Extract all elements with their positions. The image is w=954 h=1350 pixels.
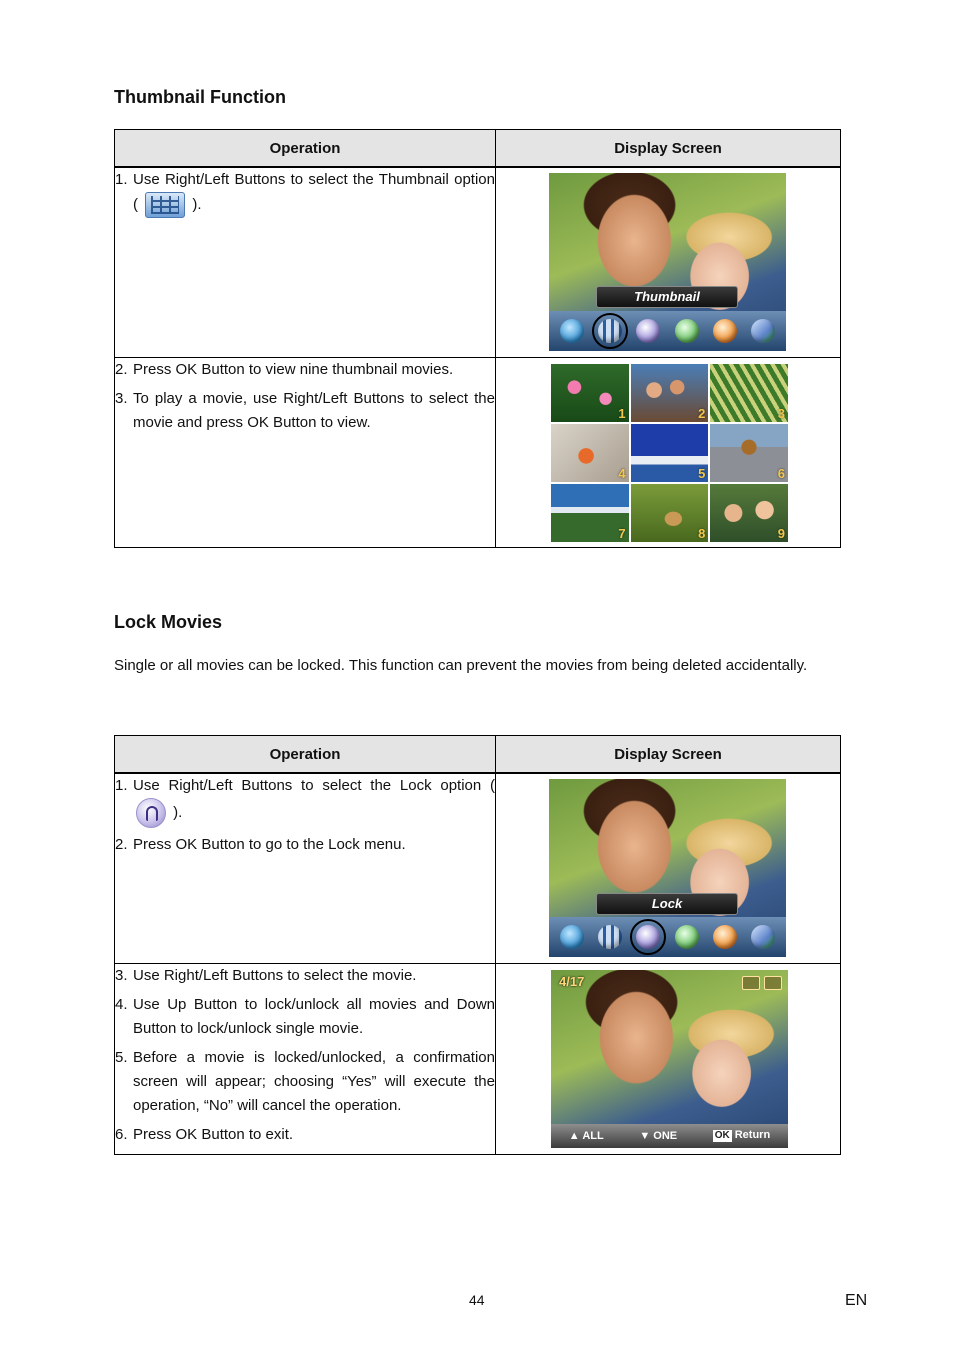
thumbnail-number: 7 <box>618 526 626 542</box>
step-number: 5. <box>115 1048 128 1066</box>
lock-menu-bar <box>551 1124 788 1148</box>
thumbnail-cell <box>631 364 709 422</box>
playback-icon <box>764 976 782 990</box>
col-display-screen: Display Screen <box>496 736 841 774</box>
thumbnail-cell <box>710 364 788 422</box>
page-number: 44 <box>469 1292 485 1308</box>
operation-cell <box>115 357 496 547</box>
col-display-screen: Display Screen <box>496 130 841 168</box>
thumbnail-cell <box>551 424 629 482</box>
display-cell <box>496 167 841 357</box>
delete-icon <box>560 319 584 343</box>
option-toolbar <box>549 917 786 957</box>
col-operation: Operation <box>115 736 496 774</box>
step-number: 3. <box>115 966 128 984</box>
option-toolbar <box>549 311 786 351</box>
step-item <box>115 833 495 857</box>
camera-screen-playback <box>551 970 788 1148</box>
table-row <box>115 773 841 963</box>
repeat-icon <box>713 319 737 343</box>
step-text: Use Right/Left Buttons to select the movie. <box>133 966 417 984</box>
timer-icon <box>675 319 699 343</box>
operation-cell <box>115 963 496 1154</box>
step-text: Use Right/Left Buttons to select the Lock option ( <box>133 777 495 794</box>
lock-one-hint: ▼ ONE <box>639 1129 678 1142</box>
thumbnail-cell <box>551 484 629 542</box>
table-row <box>115 357 841 547</box>
screen-option-label: Lock <box>596 893 738 915</box>
thumbnail-number: 8 <box>698 526 706 542</box>
display-cell <box>496 963 841 1154</box>
step-text: Press OK Button to go to the Lock menu. <box>133 836 406 853</box>
thumbnail-number: 4 <box>618 466 626 482</box>
lock-heading: Lock Movies <box>114 612 223 632</box>
lock-table <box>114 735 841 1155</box>
operation-cell <box>115 167 496 357</box>
table-row <box>115 167 841 357</box>
thumbnail-table <box>114 129 841 548</box>
step-text: Use Up Button to lock/unlock all movies and Down Button to lock/unlock single movie. <box>133 995 495 1037</box>
step-item <box>115 774 495 828</box>
lock-icon <box>636 925 660 949</box>
thumbnail-heading: Thumbnail Function <box>114 87 286 107</box>
step-number: 4. <box>115 995 128 1013</box>
step-item <box>115 358 495 382</box>
delete-icon <box>560 925 584 949</box>
screen-option-label: Thumbnail <box>596 286 738 308</box>
thumbnail-number: 6 <box>777 466 785 482</box>
step-text: Before a movie is locked/unlocked, a confirmation screen will appear; choosing “Yes” will execute the operation, “No” will cancel the operation. <box>133 1048 495 1114</box>
step-text: Use Right/Left Buttons to select the Thumbnail option ( <box>133 171 495 213</box>
step-item <box>115 1123 495 1147</box>
camera-screen-lock <box>549 779 786 957</box>
operation-cell <box>115 773 496 963</box>
thumbnail-icon <box>598 925 622 949</box>
exit-icon <box>751 925 775 949</box>
step-number: 6. <box>115 1125 128 1143</box>
thumbnail-option-icon <box>145 192 185 218</box>
lock-icon <box>636 319 660 343</box>
movie-counter: 4/17 <box>559 973 585 989</box>
step-item <box>115 964 495 988</box>
table-row <box>115 963 841 1154</box>
table-header-row <box>115 130 841 168</box>
thumbnail-cell <box>631 484 709 542</box>
step-text-end: ). <box>192 195 202 213</box>
thumbnail-number: 5 <box>698 466 706 482</box>
exit-icon <box>751 319 775 343</box>
thumbnail-icon <box>598 319 622 343</box>
thumbnail-cell <box>710 424 788 482</box>
col-operation: Operation <box>115 130 496 168</box>
thumbnail-number: 3 <box>777 405 785 421</box>
return-label: Return <box>734 1129 771 1141</box>
step-item <box>115 168 495 218</box>
repeat-icon <box>713 925 737 949</box>
movie-icon <box>742 976 760 990</box>
thumbnail-number: 9 <box>777 526 785 542</box>
step-number: 3. <box>115 389 128 407</box>
step-item <box>115 1046 495 1118</box>
ok-key-label: OK <box>714 1130 730 1141</box>
step-number: 1. <box>115 171 128 188</box>
thumbnail-number: 2 <box>698 405 706 421</box>
thumbnail-cell <box>710 484 788 542</box>
language-code: EN <box>845 1292 868 1309</box>
lock-intro: Single or all movies can be locked. This function can prevent the movies from being deleted accidentally. <box>114 657 808 674</box>
lock-all-hint: ▲ ALL <box>568 1129 604 1142</box>
step-item <box>115 993 495 1041</box>
thumbnail-cell <box>631 424 709 482</box>
step-number: 2. <box>115 360 128 378</box>
timer-icon <box>675 925 699 949</box>
step-text-end: ). <box>173 803 183 821</box>
thumbnail-number: 1 <box>618 405 626 421</box>
camera-screen-thumbnail <box>549 173 786 351</box>
display-cell <box>496 773 841 963</box>
step-text: To play a movie, use Right/Left Buttons to select the movie and press OK Button to view. <box>133 389 495 431</box>
step-text: Press OK Button to exit. <box>133 1125 294 1143</box>
step-number: 1. <box>115 777 128 794</box>
table-header-row <box>115 736 841 774</box>
display-cell <box>496 357 841 547</box>
lock-option-icon <box>136 798 166 828</box>
step-item <box>115 387 495 435</box>
step-number: 2. <box>115 836 128 853</box>
step-text: Press OK Button to view nine thumbnail movies. <box>133 360 454 378</box>
thumbnail-cell <box>551 364 629 422</box>
thumbnail-grid <box>551 364 788 543</box>
return-hint <box>713 1129 770 1142</box>
